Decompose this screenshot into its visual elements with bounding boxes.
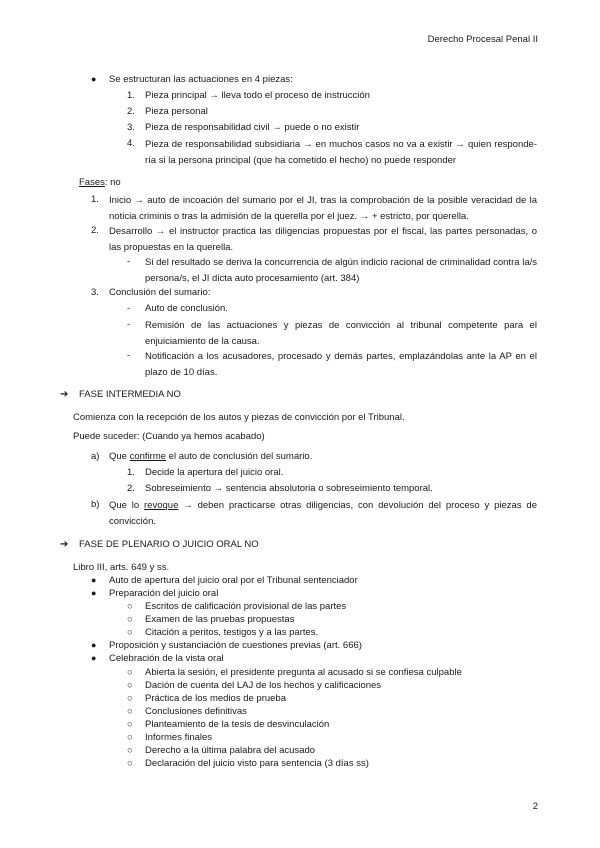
circle-bullet-icon: ○ xyxy=(127,719,133,730)
dash-icon: - xyxy=(127,256,131,267)
arrow-bullet-icon: ➔ xyxy=(60,389,69,400)
dash-icon: - xyxy=(127,303,131,314)
circle-bullet-icon: ○ xyxy=(127,601,133,612)
bullet-icon: ● xyxy=(91,588,97,598)
sub-item: Planteamiento de la tesis de desvinculación xyxy=(145,719,330,730)
fases-heading xyxy=(79,176,121,189)
list-number: 4. xyxy=(127,138,135,149)
sub-item: Auto de conclusión. xyxy=(145,303,228,314)
sub-item: Remisión de las actuaciones y piezas de convicción al tribunal competente para el enjuiciamiento de la causa. xyxy=(145,320,537,347)
list-letter: b) xyxy=(91,499,100,510)
page-number: 2 xyxy=(532,801,538,812)
list-item: Desarrollo → el instructor practica las diligencias propuestas por el fiscal, las partes personadas, o las propuestas en la querella. xyxy=(109,226,537,253)
circle-bullet-icon: ○ xyxy=(127,667,133,678)
paragraph: Puede suceder: (Cuando ya hemos acabado) xyxy=(73,431,265,442)
sub-item: Escritos de calificación provisional de las partes xyxy=(145,601,347,612)
list-item xyxy=(109,498,537,529)
sub-item: Notificación a los acusadores, procesado y demás partes, emplazándolas ante la AP en el plazo de 10 días. xyxy=(145,351,537,378)
list-item: Decide la apertura del juicio oral. xyxy=(145,467,284,478)
list-item: Pieza personal xyxy=(145,106,208,117)
list-number: 2. xyxy=(127,106,135,117)
bullet-icon: ● xyxy=(91,640,97,650)
list-item: Inicio → auto de incoación del sumario por el JI, tras la comprobación de la posible veracidad de la noticia criminis o tras la admisión de la querella por el juez. → + estricto, por querella. xyxy=(109,195,537,222)
circle-bullet-icon: ○ xyxy=(127,693,133,704)
fases-suffix: : no xyxy=(104,177,121,188)
paragraph: Libro III, arts. 649 y ss. xyxy=(73,562,170,573)
bullet-icon: ● xyxy=(91,74,97,84)
circle-bullet-icon: ○ xyxy=(127,614,133,625)
section-title: FASE DE PLENARIO O JUICIO ORAL NO xyxy=(79,539,259,550)
section-title: FASE INTERMEDIA NO xyxy=(79,389,181,400)
circle-bullet-icon: ○ xyxy=(127,758,133,769)
paragraph: Comienza con la recepción de los autos y piezas de convicción por el Tribunal. xyxy=(73,412,405,423)
text-fragment: el auto de conclusión del sumario. xyxy=(166,451,313,462)
list-item: Pieza de responsabilidad subsidiaria → en muchos casos no va a existir → quien respondería si la persona principal (que ha cometido el hecho) no puede responder xyxy=(145,139,537,166)
text-fragment: Que lo xyxy=(109,500,145,511)
dash-icon: - xyxy=(127,350,131,361)
list-number: 1. xyxy=(127,90,135,101)
circle-bullet-icon: ○ xyxy=(127,627,133,638)
piezas-intro: Se estructuran las actuaciones en 4 piezas: xyxy=(109,74,293,85)
dash-icon: - xyxy=(127,319,131,330)
bullet-icon: ● xyxy=(91,653,97,663)
circle-bullet-icon: ○ xyxy=(127,745,133,756)
list-item: Preparación del juicio oral xyxy=(109,588,219,599)
sub-item: Examen de las pruebas propuestas xyxy=(145,614,295,625)
circle-bullet-icon: ○ xyxy=(127,680,133,691)
sub-item: Práctica de los medios de prueba xyxy=(145,693,286,704)
list-item: Proposición y sustanciación de cuestiones previas (art. 666) xyxy=(109,640,362,651)
sub-item: Derecho a la última palabra del acusado xyxy=(145,745,316,756)
list-item: Conclusión del sumario: xyxy=(109,287,211,298)
circle-bullet-icon: ○ xyxy=(127,732,133,743)
running-header: Derecho Procesal Penal II xyxy=(427,34,538,45)
list-number: 3. xyxy=(91,287,99,298)
sub-item: Si del resultado se deriva la concurrencia de algún indicio racional de criminalidad contra la/s persona/s, el JI dicta auto procesamiento (art. 384) xyxy=(145,257,537,284)
list-number: 1. xyxy=(127,467,135,478)
sub-item: Informes finales xyxy=(145,732,213,743)
sub-item: Declaración del juicio visto para sentencia (3 días ss) xyxy=(145,758,369,769)
fases-label: Fases xyxy=(79,177,105,188)
bullet-icon: ● xyxy=(91,575,97,585)
circle-bullet-icon: ○ xyxy=(127,706,133,717)
text-fragment: Que xyxy=(109,451,130,462)
list-item: Sobreseimiento → sentencia absolutoria o sobreseimiento temporal. xyxy=(145,483,433,494)
list-item: Pieza principal → lleva todo el proceso de instrucción xyxy=(145,90,370,101)
list-item xyxy=(109,450,312,463)
sub-item: Abierta la sesión, el presidente pregunta al acusado si se confiesa culpable xyxy=(145,667,462,678)
list-number: 2. xyxy=(91,225,99,236)
text-fragment: → deben practicarse otras diligencias, con devolución del proceso y piezas de convicción. xyxy=(109,500,537,527)
list-letter: a) xyxy=(91,451,100,462)
sub-item: Citación a peritos, testigos y a las partes. xyxy=(145,627,319,638)
sub-item: Conclusiones definitivas xyxy=(145,706,247,717)
list-number: 3. xyxy=(127,122,135,133)
list-number: 1. xyxy=(91,194,99,205)
list-item: Pieza de responsabilidad civil → puede o no existir xyxy=(145,122,360,133)
list-number: 2. xyxy=(127,483,135,494)
arrow-bullet-icon: ➔ xyxy=(60,539,69,550)
underlined-word: revoque xyxy=(144,500,179,511)
list-item: Auto de apertura del juicio oral por el Tribunal sentenciador xyxy=(109,575,358,586)
list-item: Celebración de la vista oral xyxy=(109,653,224,664)
underlined-word: confirme xyxy=(129,451,167,462)
sub-item: Dación de cuenta del LAJ de los hechos y calificaciones xyxy=(145,680,382,691)
